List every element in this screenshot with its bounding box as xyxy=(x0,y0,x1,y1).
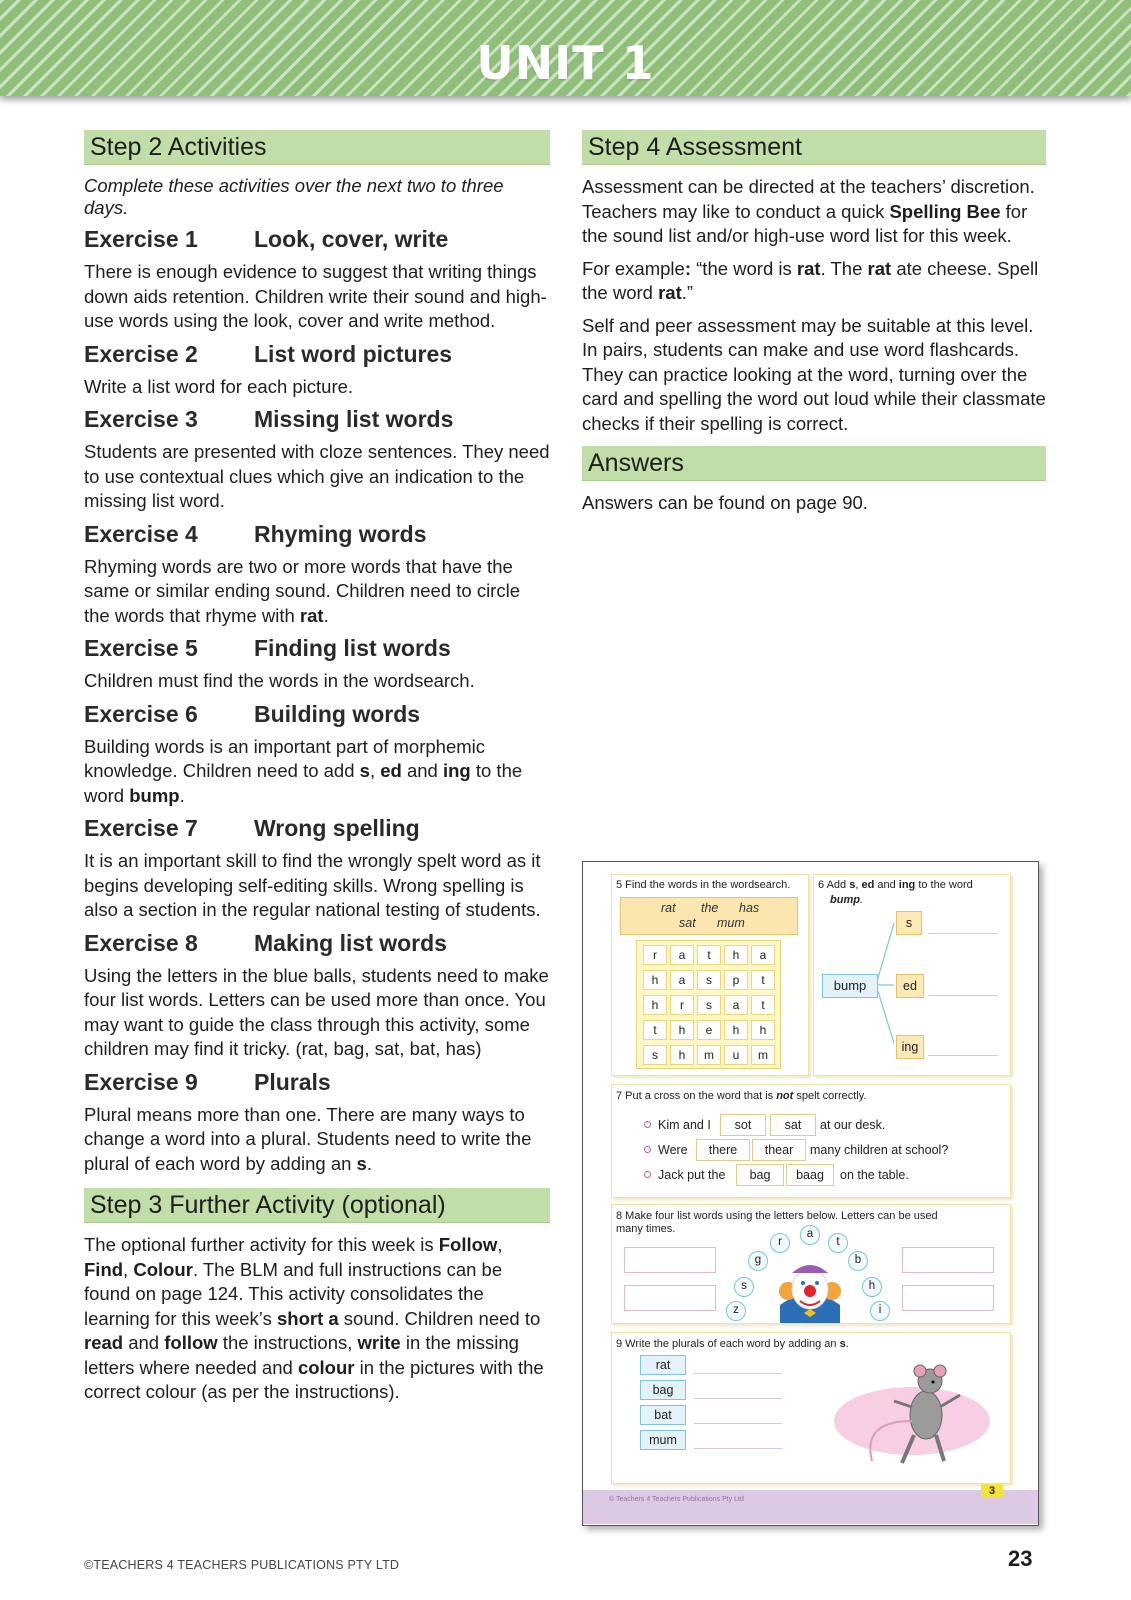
exercise-number: Exercise 3 xyxy=(84,406,198,432)
exercise-4 xyxy=(84,521,550,629)
exercise-title: Look, cover, write xyxy=(254,226,449,252)
clown-icon xyxy=(776,1261,844,1323)
grid-cell: a xyxy=(670,945,694,965)
grid-cell: p xyxy=(724,970,748,990)
page-number: 23 xyxy=(1008,1546,1033,1571)
letter-ball: r xyxy=(770,1233,790,1253)
step2-heading: Step 2 Activities xyxy=(84,130,550,165)
grid-cell: h xyxy=(751,1020,775,1040)
grid-cell: s xyxy=(697,970,721,990)
q5-word-box xyxy=(620,897,798,935)
grid-cell: t xyxy=(751,970,775,990)
q7-lead: Jack put the xyxy=(658,1168,726,1182)
answer-box[interactable] xyxy=(902,1285,994,1311)
answer-line xyxy=(928,1055,998,1056)
exercise-title: Wrong spelling xyxy=(254,815,420,841)
q7-tail: on the table. xyxy=(840,1168,909,1182)
assessment-paragraph-3: Self and peer assessment may be suitable at this level. In pairs, students can make and use word flashcards. They can practice looking at the word, turning over the card and spelling the word out loud while their classmate checks if their spelling is correct. xyxy=(582,314,1046,434)
grid-cell: h xyxy=(643,970,667,990)
grid-cell: h xyxy=(724,945,748,965)
q9-word: bag xyxy=(640,1380,686,1400)
step3-body: The optional further activity for this week is Follow, Find, Colour. The BLM and full instructions can be found on page 124. This activity consolidates the learning for this week’s short a sound. Children need to read and follow the instructions, write in the missing letters where needed and colour in the pictures with the correct colour (as per the instructions). xyxy=(84,1234,544,1402)
grid-cell: h xyxy=(643,995,667,1015)
letter-ball: b xyxy=(848,1251,868,1271)
worksheet-page-number: 3 xyxy=(981,1484,1003,1498)
letter-ball: i xyxy=(870,1301,890,1321)
grid-cell: t xyxy=(643,1020,667,1040)
left-column xyxy=(84,130,550,1413)
q7-tail: at our desk. xyxy=(820,1118,886,1132)
answer-line xyxy=(928,995,998,996)
exercise-body: There is enough evidence to suggest that writing things down aids retention. Children write their sound and high-use words using the look, cover and write method. xyxy=(84,261,547,331)
answer-line xyxy=(694,1448,782,1449)
q7-choice[interactable]: baag xyxy=(786,1164,834,1186)
grid-cell: h xyxy=(670,1045,694,1065)
bullet-icon xyxy=(644,1171,651,1178)
unit-banner xyxy=(0,0,1131,96)
grid-cell: h xyxy=(724,1020,748,1040)
answer-box[interactable] xyxy=(902,1247,994,1273)
rat-icon xyxy=(832,1351,992,1477)
worksheet-thumbnail xyxy=(582,861,1039,1526)
grid-cell: a xyxy=(724,995,748,1015)
grid-cell: s xyxy=(697,995,721,1015)
q7-choice[interactable]: thear xyxy=(752,1139,806,1161)
exercise-body: Rhyming words are two or more words that have the same or similar ending sound. Children need to circle the words that rhyme with rat. xyxy=(84,555,520,626)
answers-text: Answers can be found on page 90. xyxy=(582,492,868,513)
grid-cell: h xyxy=(670,1020,694,1040)
letter-ball: h xyxy=(862,1277,882,1297)
grid-cell: a xyxy=(751,945,775,965)
exercise-title: Rhyming words xyxy=(254,520,427,547)
q7-lead: Kim and I xyxy=(658,1118,711,1132)
exercise-body: Children must find the words in the wordsearch. xyxy=(84,670,475,691)
grid-cell: e xyxy=(697,1020,721,1040)
step4-heading: Step 4 Assessment xyxy=(582,130,1046,165)
exercise-title: Missing list words xyxy=(254,406,454,432)
worksheet-copyright: © Teachers 4 Teachers Publications Pty Ltd xyxy=(609,1496,744,1503)
exercise-number: Exercise 7 xyxy=(84,815,198,841)
q7-lead: Were xyxy=(658,1143,688,1157)
right-column xyxy=(582,130,1046,524)
grid-cell: m xyxy=(751,1045,775,1065)
q5-panel xyxy=(611,874,809,1076)
exercise-6 xyxy=(84,701,550,809)
q9-instruction: 9 Write the plurals of each word by adding an s. xyxy=(616,1338,849,1350)
q5-word: rat xyxy=(661,901,676,915)
letter-ball: g xyxy=(748,1251,768,1271)
answer-line xyxy=(694,1373,782,1374)
exercise-body: Write a list word for each picture. xyxy=(84,375,354,397)
q7-tail: many children at school? xyxy=(810,1143,949,1157)
step2-intro: Complete these activities over the next two to three days. xyxy=(84,175,504,218)
q6-suffix: s xyxy=(896,911,922,935)
answer-box[interactable] xyxy=(624,1285,716,1311)
q7-panel xyxy=(611,1084,1011,1198)
bullet-icon xyxy=(644,1121,651,1128)
exercise-number: Exercise 2 xyxy=(84,340,198,367)
exercise-title: List word pictures xyxy=(254,340,453,367)
copyright-footer: ©TEACHERS 4 TEACHERS PUBLICATIONS PTY LTD xyxy=(84,1558,400,1572)
answers-heading: Answers xyxy=(582,446,1046,481)
assessment-paragraph-1: Assessment can be directed at the teachers’ discretion. Teachers may like to conduct a quick Spelling Bee for the sound list and/or high-use word list for this week. xyxy=(582,176,1035,246)
q6-suffix: ed xyxy=(896,974,924,998)
q9-panel xyxy=(611,1332,1011,1484)
exercise-9 xyxy=(84,1069,550,1177)
grid-cell: r xyxy=(670,995,694,1015)
exercise-number: Exercise 4 xyxy=(84,520,198,547)
exercise-number: Exercise 9 xyxy=(84,1068,198,1095)
letter-ball: s xyxy=(734,1277,754,1297)
exercise-number: Exercise 5 xyxy=(84,635,198,661)
grid-cell: t xyxy=(697,945,721,965)
grid-cell: t xyxy=(751,995,775,1015)
assessment-paragraph-2: For example: “the word is rat. The rat ate cheese. Spell the word rat.” xyxy=(582,257,1039,303)
q5-word: sat xyxy=(679,916,696,930)
exercise-title: Building words xyxy=(254,700,421,727)
answer-box[interactable] xyxy=(624,1247,716,1273)
q7-choice[interactable]: sot xyxy=(720,1114,766,1136)
exercise-5 xyxy=(84,635,550,694)
grid-cell: r xyxy=(643,945,667,965)
letter-ball: t xyxy=(828,1233,848,1253)
q6-suffix: ing xyxy=(896,1035,924,1059)
q5-word: mum xyxy=(717,916,745,930)
q6-base-word: bump xyxy=(822,974,878,998)
q6-word-line: bump. xyxy=(830,894,864,906)
grid-cell: a xyxy=(670,970,694,990)
exercise-number: Exercise 8 xyxy=(84,929,198,956)
q7-instruction: 7 Put a cross on the word that is not spelt correctly. xyxy=(616,1090,867,1102)
exercise-number: Exercise 6 xyxy=(84,700,198,727)
q8-panel xyxy=(611,1204,1011,1324)
exercise-2 xyxy=(84,341,550,400)
exercise-1 xyxy=(84,226,550,334)
exercise-7 xyxy=(84,815,550,923)
q7-choice[interactable]: bag xyxy=(736,1164,784,1186)
exercise-3 xyxy=(84,406,550,514)
exercise-body: Plural means more than one. There are many ways to change a word into a plural. Students need to write the plural of each word by adding an s. xyxy=(84,1103,532,1174)
exercise-body: Using the letters in the blue balls, students need to make four list words. Letters can be used more than once. You may want to guide the class through this activity, some children may find it tricky. (rat, bag, sat, bat, has) xyxy=(84,964,549,1059)
step3-heading: Step 3 Further Activity (optional) xyxy=(84,1188,550,1223)
exercise-title: Plurals xyxy=(254,1068,331,1095)
exercise-number: Exercise 1 xyxy=(84,226,198,252)
answer-line xyxy=(928,933,998,934)
q5-word: has xyxy=(739,901,760,915)
q9-word: rat xyxy=(640,1355,686,1375)
clown-illustration xyxy=(776,1261,844,1323)
answer-line xyxy=(694,1423,782,1424)
q9-word: bat xyxy=(640,1405,686,1425)
unit-title: UNIT 1 xyxy=(476,36,655,90)
exercise-title: Finding list words xyxy=(254,635,451,661)
q6-instruction: 6 Add s, ed and ing to the word xyxy=(818,879,973,891)
q5-word: the xyxy=(701,901,719,915)
exercise-body: Building words is an important part of morphemic knowledge. Children need to add s, ed and ing to the word bump. xyxy=(84,735,523,806)
exercise-body: Students are presented with cloze sentences. They need to use contextual clues which give an indication to the missing list word. xyxy=(84,441,550,511)
grid-cell: u xyxy=(724,1045,748,1065)
q5-instruction: 5 Find the words in the wordsearch. xyxy=(616,879,791,891)
answer-line xyxy=(694,1398,782,1399)
exercise-8 xyxy=(84,930,550,1062)
grid-cell: s xyxy=(643,1045,667,1065)
q7-choice[interactable]: sat xyxy=(770,1114,816,1136)
q6-panel xyxy=(813,874,1011,1076)
wordsearch-grid xyxy=(636,940,781,1069)
letter-ball: a xyxy=(800,1225,820,1245)
exercise-body: It is an important skill to find the wrongly spelt word as it begins developing self-editing skills. Wrong spelling is also a section in the regular national testing of students. xyxy=(84,850,541,920)
grid-cell: m xyxy=(697,1045,721,1065)
letter-ball: z xyxy=(726,1301,746,1321)
q7-choice[interactable]: there xyxy=(696,1139,750,1161)
q9-word: mum xyxy=(640,1430,686,1450)
q8-instruction: 8 Make four list words using the letters below. Letters can be used many times. xyxy=(616,1210,938,1235)
bullet-icon xyxy=(644,1146,651,1153)
worksheet-footer-band xyxy=(583,1485,1038,1524)
exercise-title: Making list words xyxy=(254,929,447,956)
